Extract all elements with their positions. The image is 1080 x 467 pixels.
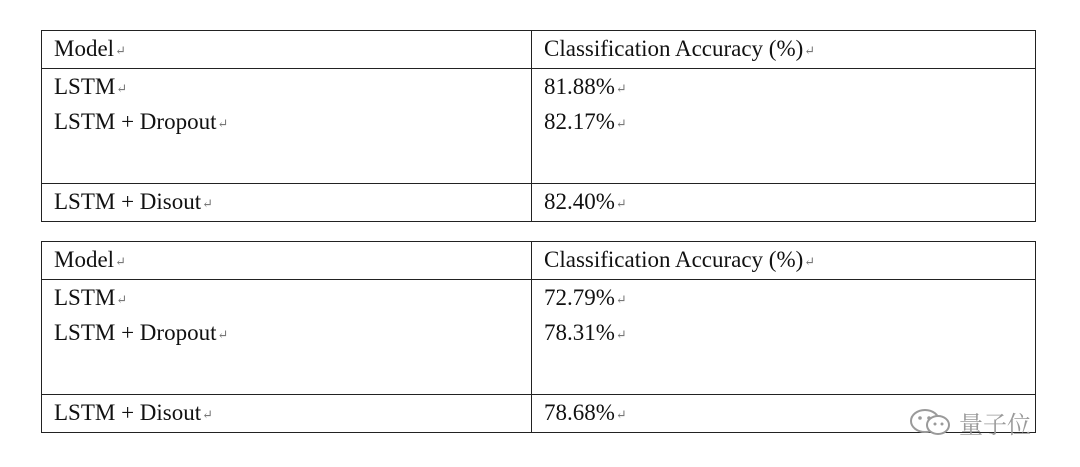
accuracy-cell: 78.68%↵ — [532, 395, 1036, 433]
header-model: Model↵ — [42, 31, 532, 69]
table-row — [42, 69, 1036, 184]
table-row — [42, 184, 1036, 222]
header-model: Model↵ — [42, 242, 532, 280]
return-mark: ↵ — [115, 254, 126, 270]
table-row — [42, 395, 1036, 433]
model-cell: LSTM + Disout↵ — [42, 395, 532, 433]
accuracy-cell: 81.88%↵ 82.17%↵ — [532, 69, 1036, 184]
model-cell: LSTM + Disout↵ — [42, 184, 532, 222]
table-header-row — [42, 31, 1036, 69]
return-mark: ↵ — [115, 43, 126, 59]
accuracy-cell: 82.40%↵ — [532, 184, 1036, 222]
table-header-row — [42, 242, 1036, 280]
wechat-icon — [907, 407, 955, 437]
return-mark: ↵ — [804, 43, 816, 59]
watermark — [907, 402, 1047, 442]
model-cell: LSTM↵ LSTM + Dropout↵ — [42, 69, 532, 184]
model-cell: LSTM↵ LSTM + Dropout↵ — [42, 280, 532, 395]
header-accuracy: Classification Accuracy (%)↵ — [532, 242, 1036, 280]
results-table-1 — [41, 30, 1036, 222]
table-row — [42, 280, 1036, 395]
watermark-text: 量子位 — [959, 410, 1031, 439]
header-accuracy: Classification Accuracy (%)↵ — [532, 31, 1036, 69]
accuracy-cell: 72.79%↵ 78.31%↵ — [532, 280, 1036, 395]
results-table-2 — [41, 241, 1036, 433]
return-mark: ↵ — [804, 254, 816, 270]
